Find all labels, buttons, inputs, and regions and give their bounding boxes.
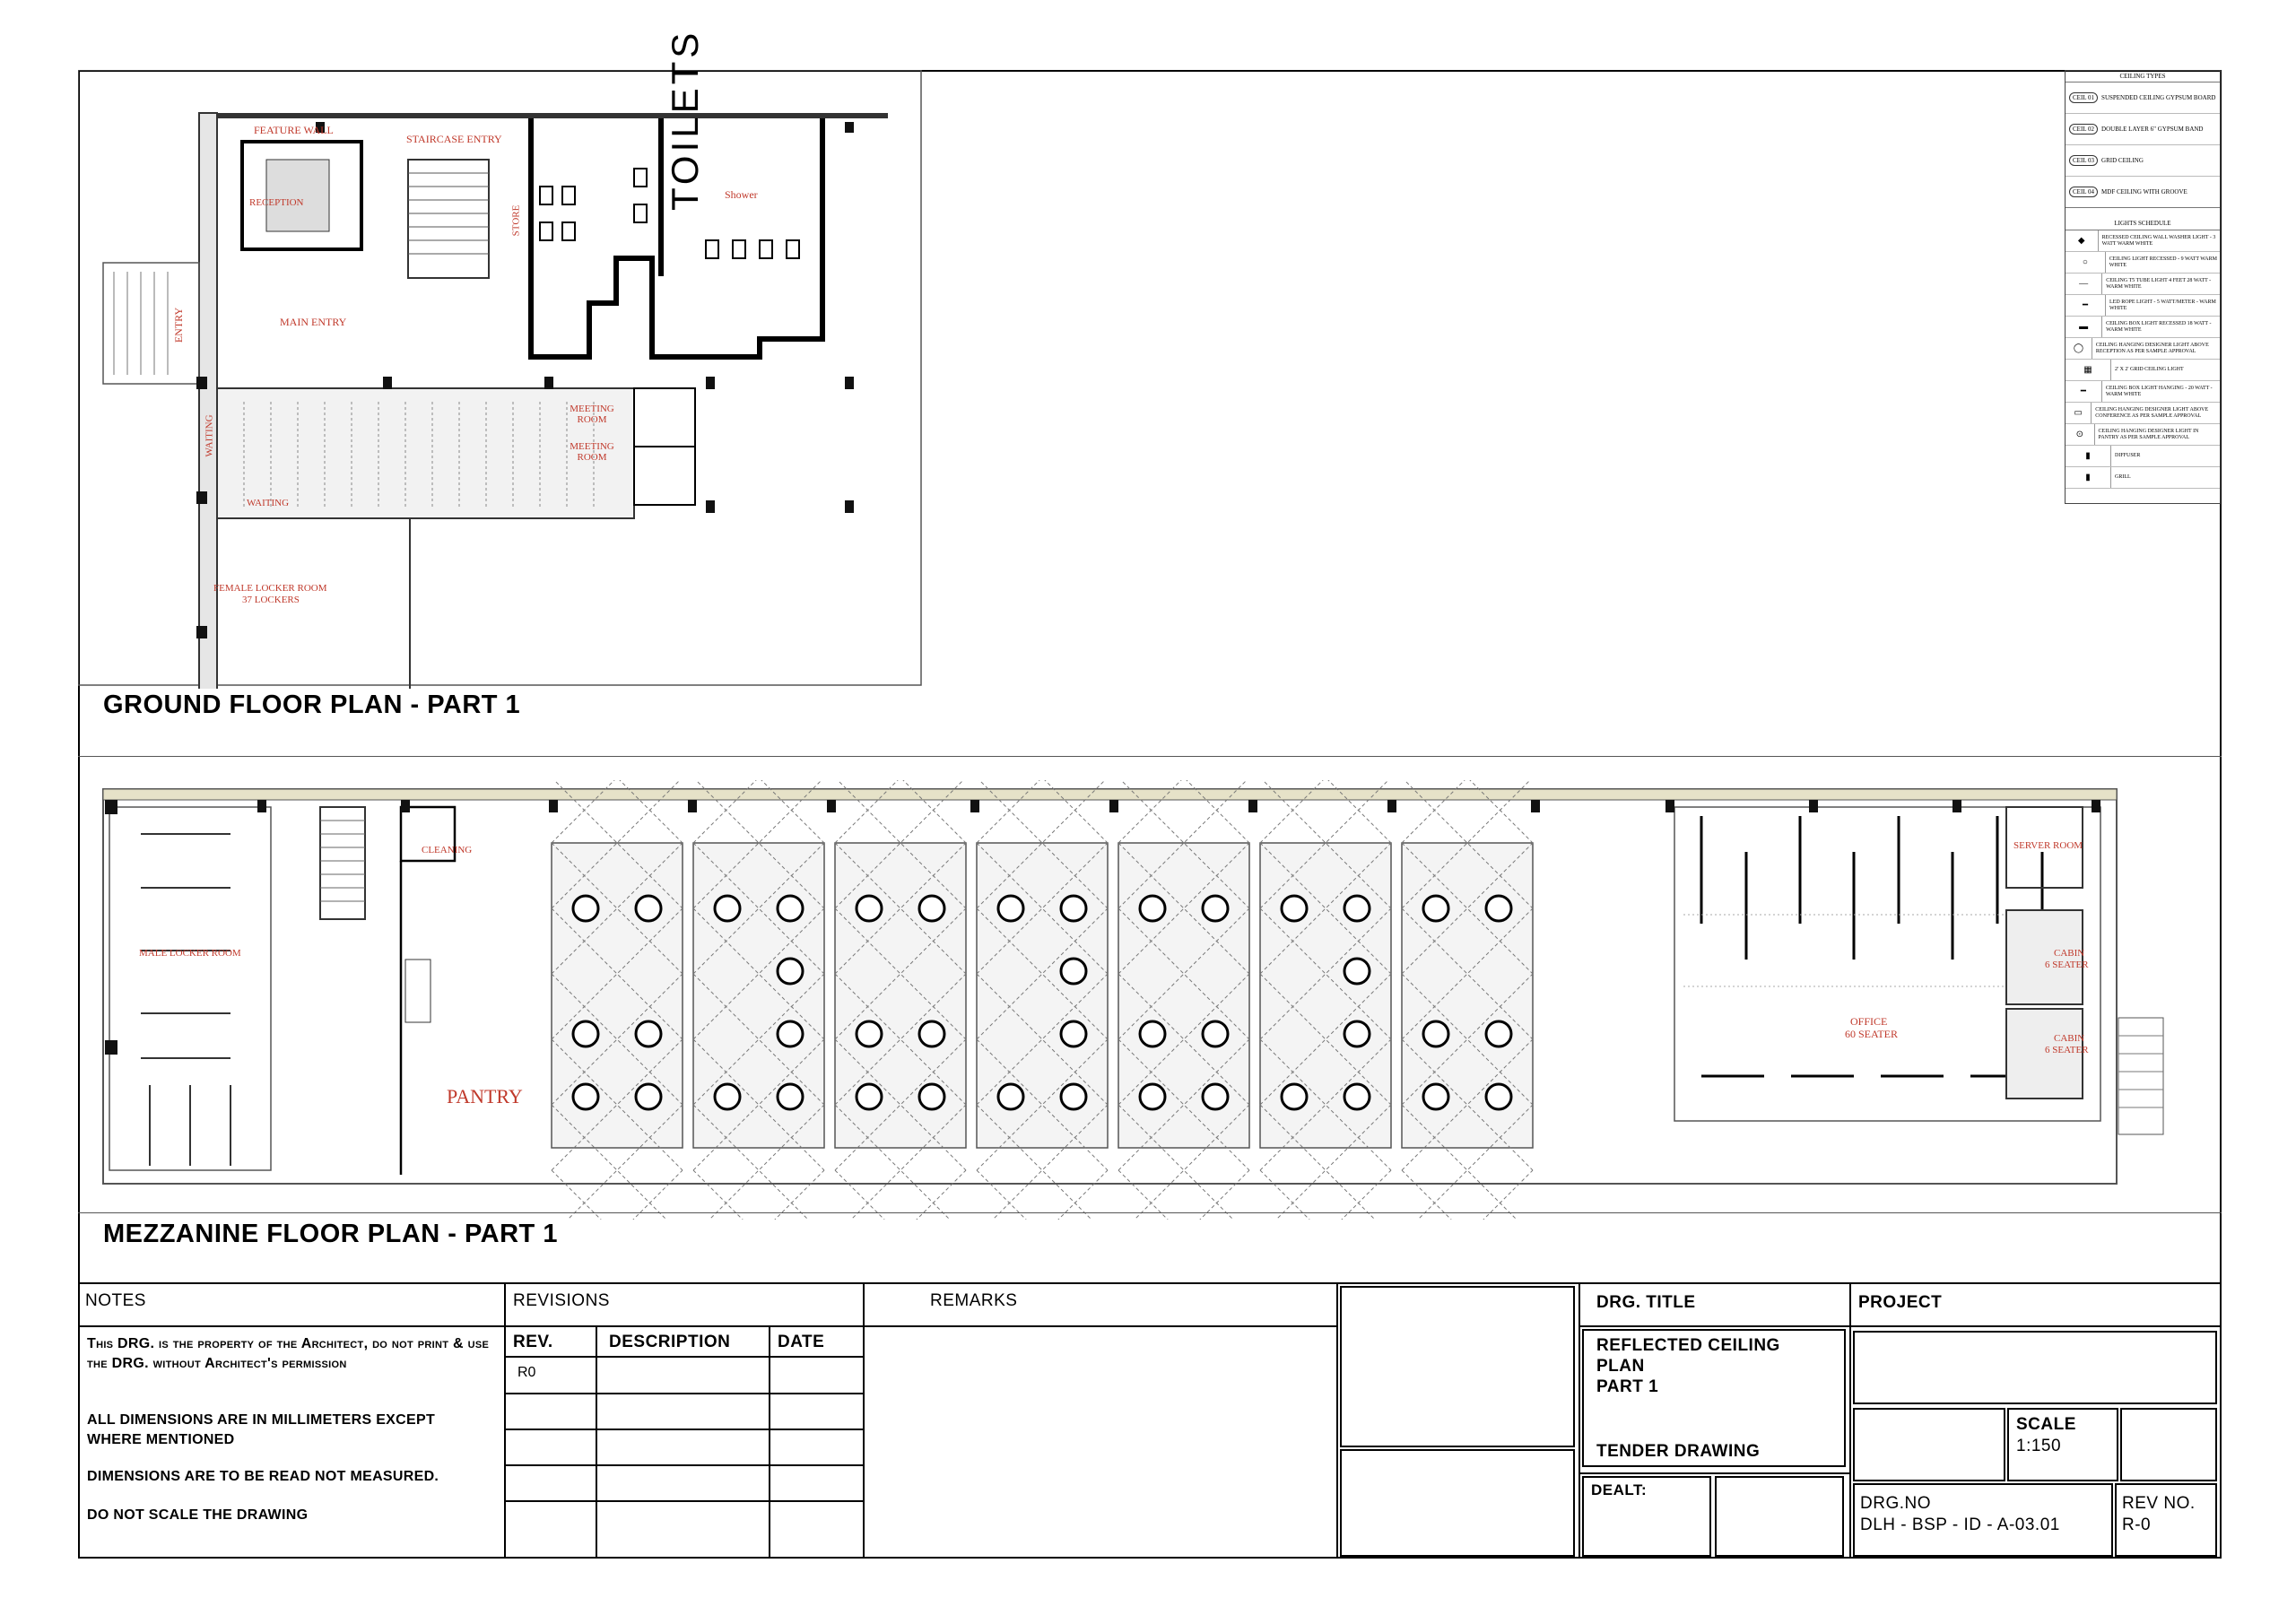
drg-title-line-2: PLAN bbox=[1596, 1357, 1645, 1376]
legend-light-row bbox=[2066, 360, 2220, 381]
pendant-light-icon bbox=[778, 896, 803, 921]
light-symbol-icon: ▮ bbox=[2066, 446, 2111, 466]
date-column-header: DATE bbox=[778, 1333, 825, 1351]
pendant-light-icon bbox=[1203, 896, 1228, 921]
room-label-waiting-side: WAITING bbox=[204, 414, 215, 457]
pendant-light-icon bbox=[778, 959, 803, 984]
pendant-light-icon bbox=[1344, 896, 1370, 921]
legend-light-row bbox=[2066, 446, 2220, 467]
note-4: DO NOT SCALE THE DRAWING bbox=[87, 1507, 309, 1523]
rev-row-line bbox=[504, 1500, 863, 1502]
scale-value: 1:150 bbox=[2016, 1437, 2062, 1455]
pendant-light-icon bbox=[1344, 959, 1370, 984]
room-label-shower: Shower bbox=[725, 188, 758, 201]
notes-header: NOTES bbox=[85, 1291, 146, 1310]
light-symbol-icon: ▬ bbox=[2066, 317, 2102, 337]
legend-panel bbox=[2065, 70, 2221, 504]
legend-light-row bbox=[2066, 467, 2220, 489]
ceiling-tag: CEIL 03 bbox=[2069, 155, 2098, 166]
room-label-feature-wall: FEATURE WALL bbox=[254, 124, 334, 136]
legend-light-row bbox=[2066, 403, 2220, 424]
rev-row-line bbox=[504, 1393, 863, 1394]
scale-label: SCALE bbox=[2016, 1415, 2076, 1434]
drg-title-line-1: REFLECTED CEILING bbox=[1596, 1336, 1780, 1355]
mezzanine-floor-title: MEZZANINE FLOOR PLAN - PART 1 bbox=[103, 1220, 558, 1248]
light-symbol-icon: ◯ bbox=[2066, 338, 2092, 359]
legend-ceiling-row bbox=[2066, 145, 2220, 177]
ceiling-tag: CEIL 04 bbox=[2069, 187, 2098, 197]
pendant-light-icon bbox=[998, 1084, 1023, 1109]
pendant-light-icon bbox=[1140, 1021, 1165, 1046]
pendant-light-icon bbox=[715, 1084, 740, 1109]
legend-light-row bbox=[2066, 230, 2220, 252]
ceiling-desc: GRID CEILING bbox=[2101, 157, 2144, 164]
ceiling-desc: DOUBLE LAYER 6" GYPSUM BAND bbox=[2101, 126, 2204, 133]
ceiling-tag: CEIL 01 bbox=[2069, 92, 2098, 103]
note-1: This DRG. is the property of the Architect, do not print & use the DRG. without Architect's permission bbox=[87, 1336, 490, 1371]
rev-row-line bbox=[504, 1464, 863, 1466]
pendant-light-icon bbox=[636, 1084, 661, 1109]
rev-row-line bbox=[504, 1429, 863, 1430]
room-label-pantry: PANTRY bbox=[447, 1085, 523, 1107]
room-label-cabin-1-seats: 6 SEATER bbox=[2045, 960, 2089, 970]
pendant-light-icon bbox=[1061, 959, 1086, 984]
pendant-light-icon bbox=[1061, 1021, 1086, 1046]
pendant-light-icon bbox=[1061, 896, 1086, 921]
pendant-light-icon bbox=[1486, 896, 1511, 921]
project-label: PROJECT bbox=[1858, 1293, 1943, 1312]
light-desc: LED ROPE LIGHT - 5 WATT/METER - WARM WHITE bbox=[2109, 299, 2216, 311]
revisions-header: REVISIONS bbox=[513, 1291, 610, 1310]
light-symbol-icon: ━ bbox=[2066, 295, 2106, 316]
pendant-light-icon bbox=[1486, 1084, 1511, 1109]
pendant-light-icon bbox=[1282, 1084, 1307, 1109]
pendant-light-icon bbox=[573, 896, 598, 921]
pendant-light-icon bbox=[998, 896, 1023, 921]
light-symbol-icon: ▭ bbox=[2066, 403, 2092, 423]
room-label-office: OFFICE bbox=[1850, 1015, 1888, 1028]
light-symbol-icon: ▦ bbox=[2066, 360, 2111, 380]
light-desc: CEILING T5 TUBE LIGHT 4 FEET 28 WATT - WARM WHITE bbox=[2106, 277, 2212, 290]
light-desc: DIFFUSER bbox=[2115, 453, 2141, 458]
section-divider bbox=[78, 1212, 2222, 1213]
legend-ceiling-row bbox=[2066, 177, 2220, 208]
description-column-header: DESCRIPTION bbox=[609, 1333, 731, 1351]
drg-title-label: DRG. TITLE bbox=[1596, 1293, 1696, 1312]
dealt-label: DEALT: bbox=[1591, 1481, 1648, 1498]
remarks-section bbox=[863, 1282, 1338, 1559]
legend-light-row bbox=[2066, 317, 2220, 338]
light-desc: CEILING LIGHT RECESSED - 9 WATT WARM WHITE bbox=[2109, 256, 2217, 268]
legend-lights-title: LIGHTS SCHEDULE bbox=[2066, 217, 2220, 230]
light-desc: CEILING BOX LIGHT RECESSED 18 WATT - WARM WHITE bbox=[2106, 320, 2212, 333]
ceiling-desc: MDF CEILING WITH GROOVE bbox=[2101, 188, 2187, 195]
pendant-light-icon bbox=[1423, 1084, 1448, 1109]
pendant-light-icon bbox=[1140, 1084, 1165, 1109]
pendant-light-icon bbox=[778, 1084, 803, 1109]
pendant-light-icon bbox=[857, 896, 882, 921]
pendant-light-icon bbox=[1203, 1021, 1228, 1046]
rev-column-header: REV. bbox=[513, 1333, 553, 1351]
room-label-female-locker: FEMALE LOCKER ROOM bbox=[213, 583, 327, 594]
drg-title-line-3: PART 1 bbox=[1596, 1377, 1659, 1396]
checked-box bbox=[1715, 1476, 1844, 1557]
legend-light-row bbox=[2066, 338, 2220, 360]
pendant-light-icon bbox=[778, 1021, 803, 1046]
tender-drawing-label: TENDER DRAWING bbox=[1596, 1442, 1761, 1461]
light-symbol-icon: ◆ bbox=[2066, 230, 2099, 251]
legend-light-row bbox=[2066, 252, 2220, 274]
drg-no-label: DRG.NO bbox=[1860, 1494, 1931, 1513]
notes-section bbox=[78, 1282, 506, 1559]
light-symbol-icon: — bbox=[2066, 274, 2102, 294]
legend-light-row bbox=[2066, 381, 2220, 403]
light-symbol-icon: ⊙ bbox=[2066, 424, 2095, 445]
pendant-light-icon bbox=[715, 896, 740, 921]
room-label-cleaning: CLEANING bbox=[422, 845, 473, 855]
room-label-waiting: WAITING bbox=[247, 498, 290, 508]
rev-no-label: REV NO. bbox=[2122, 1494, 2196, 1513]
revisions-divider bbox=[504, 1325, 863, 1327]
pendant-light-icon bbox=[857, 1021, 882, 1046]
dealt-divider bbox=[1578, 1472, 1849, 1474]
pendant-light-icon bbox=[1061, 1084, 1086, 1109]
drg-title-divider bbox=[1578, 1325, 1849, 1327]
room-label-server-room: SERVER ROOM bbox=[2013, 840, 2083, 851]
ceiling-tag: CEIL 02 bbox=[2069, 124, 2098, 135]
mezzanine-floor-plan bbox=[78, 780, 2222, 1220]
room-label-office-seats: 60 SEATER bbox=[1845, 1028, 1899, 1040]
pendant-light-icon bbox=[636, 1021, 661, 1046]
light-symbol-icon: ━ bbox=[2066, 381, 2102, 402]
rev-row-line bbox=[504, 1356, 863, 1358]
notes-divider bbox=[78, 1325, 504, 1327]
legend-lights-list bbox=[2066, 230, 2220, 489]
light-symbol-icon: ○ bbox=[2066, 252, 2106, 273]
room-label-lockers: 37 LOCKERS bbox=[242, 595, 300, 605]
pendant-light-icon bbox=[1140, 896, 1165, 921]
room-label-toilets: TOILETS bbox=[664, 29, 706, 211]
drg-no-value: DLH - BSP - ID - A-03.01 bbox=[1860, 1515, 2060, 1534]
rev-no-value: R-0 bbox=[2122, 1515, 2152, 1534]
light-desc: CEILING HANGING DESIGNER LIGHT ABOVE CONFERENCE AS PER SAMPLE APPROVAL bbox=[2095, 406, 2209, 419]
pendant-light-icon bbox=[1344, 1021, 1370, 1046]
legend-light-row bbox=[2066, 274, 2220, 295]
light-desc: CEILING BOX LIGHT HANGING - 20 WATT - WARM WHITE bbox=[2105, 385, 2213, 397]
room-label-main-entry: MAIN ENTRY bbox=[280, 316, 347, 328]
client-logo-box bbox=[1340, 1449, 1575, 1557]
pendant-light-icon bbox=[1282, 896, 1307, 921]
ceiling-desc: SUSPENDED CEILING GYPSUM BOARD bbox=[2101, 94, 2216, 101]
drawing-title-section bbox=[1578, 1282, 1851, 1559]
section-divider bbox=[78, 756, 2222, 757]
legend-ceiling-row bbox=[2066, 114, 2220, 145]
note-2: ALL DIMENSIONS ARE IN MILLIMETERS EXCEPT WHERE MENTIONED bbox=[87, 1412, 436, 1447]
light-desc: CEILING HANGING DESIGNER LIGHT IN PANTRY AS PER SAMPLE APPROVAL bbox=[2098, 428, 2199, 440]
room-label-store: STORE bbox=[510, 204, 522, 237]
project-name-box bbox=[1853, 1331, 2217, 1404]
project-divider bbox=[1849, 1325, 2222, 1327]
pendant-light-icon bbox=[573, 1021, 598, 1046]
room-label-entry: ENTRY bbox=[172, 307, 186, 343]
pendant-light-icon bbox=[919, 1084, 944, 1109]
pendant-light-icon bbox=[1344, 1084, 1370, 1109]
room-label-staircase-entry: STAIRCASE ENTRY bbox=[406, 133, 502, 145]
pendant-light-icon bbox=[857, 1084, 882, 1109]
pendant-light-icon bbox=[636, 896, 661, 921]
pendant-light-icon bbox=[573, 1084, 598, 1109]
rev-value: R0 bbox=[517, 1365, 536, 1380]
light-desc: GRILL bbox=[2115, 474, 2131, 480]
ground-floor-title: GROUND FLOOR PLAN - PART 1 bbox=[103, 690, 521, 719]
pendant-light-icon bbox=[1423, 1021, 1448, 1046]
pendant-light-icon bbox=[1486, 1021, 1511, 1046]
rev-col-line bbox=[596, 1325, 597, 1559]
room-label-cabin-2-seats: 6 SEATER bbox=[2045, 1045, 2089, 1055]
light-desc: CEILING HANGING DESIGNER LIGHT ABOVE RECEPTION AS PER SAMPLE APPROVAL bbox=[2095, 342, 2209, 354]
pendant-light-icon bbox=[919, 896, 944, 921]
pendant-light-icon bbox=[1423, 896, 1448, 921]
project-section bbox=[1849, 1282, 2222, 1559]
rev-col-line bbox=[769, 1325, 770, 1559]
room-label-meeting-room-1: MEETING ROOM bbox=[570, 404, 614, 425]
room-label-male-locker: MALE LOCKER ROOM bbox=[139, 948, 241, 959]
room-label-reception: RECEPTION bbox=[249, 197, 304, 208]
legend-light-row bbox=[2066, 295, 2220, 317]
room-label-cabin-2: CABIN bbox=[2054, 1033, 2085, 1044]
legend-ceiling-title: CEILING TYPES bbox=[2066, 71, 2220, 83]
room-label-meeting-room-2: MEETING ROOM bbox=[570, 441, 614, 463]
note-3: DIMENSIONS ARE TO BE READ NOT MEASURED. bbox=[87, 1469, 439, 1484]
pendant-light-icon bbox=[1203, 1084, 1228, 1109]
scale-blank-box bbox=[2120, 1408, 2217, 1481]
remarks-divider bbox=[863, 1325, 1336, 1327]
room-label-cabin-1: CABIN bbox=[2054, 948, 2085, 959]
ground-floor-plan bbox=[78, 70, 975, 689]
remarks-header: REMARKS bbox=[930, 1291, 1018, 1310]
legend-light-row bbox=[2066, 424, 2220, 446]
logo-section bbox=[1336, 1282, 1580, 1559]
pendant-light-icon bbox=[919, 1021, 944, 1046]
light-desc: RECESSED CEILING WALL WASHER LIGHT - 3 WATT WARM WHITE bbox=[2101, 234, 2216, 247]
project-blank-box bbox=[1853, 1408, 2005, 1481]
architect-logo-box bbox=[1340, 1286, 1575, 1447]
legend-ceiling-row bbox=[2066, 83, 2220, 114]
light-desc: 2' X 2' GRID CEILING LIGHT bbox=[2115, 367, 2184, 372]
light-symbol-icon: ▮ bbox=[2066, 467, 2111, 488]
revisions-section bbox=[504, 1282, 865, 1559]
